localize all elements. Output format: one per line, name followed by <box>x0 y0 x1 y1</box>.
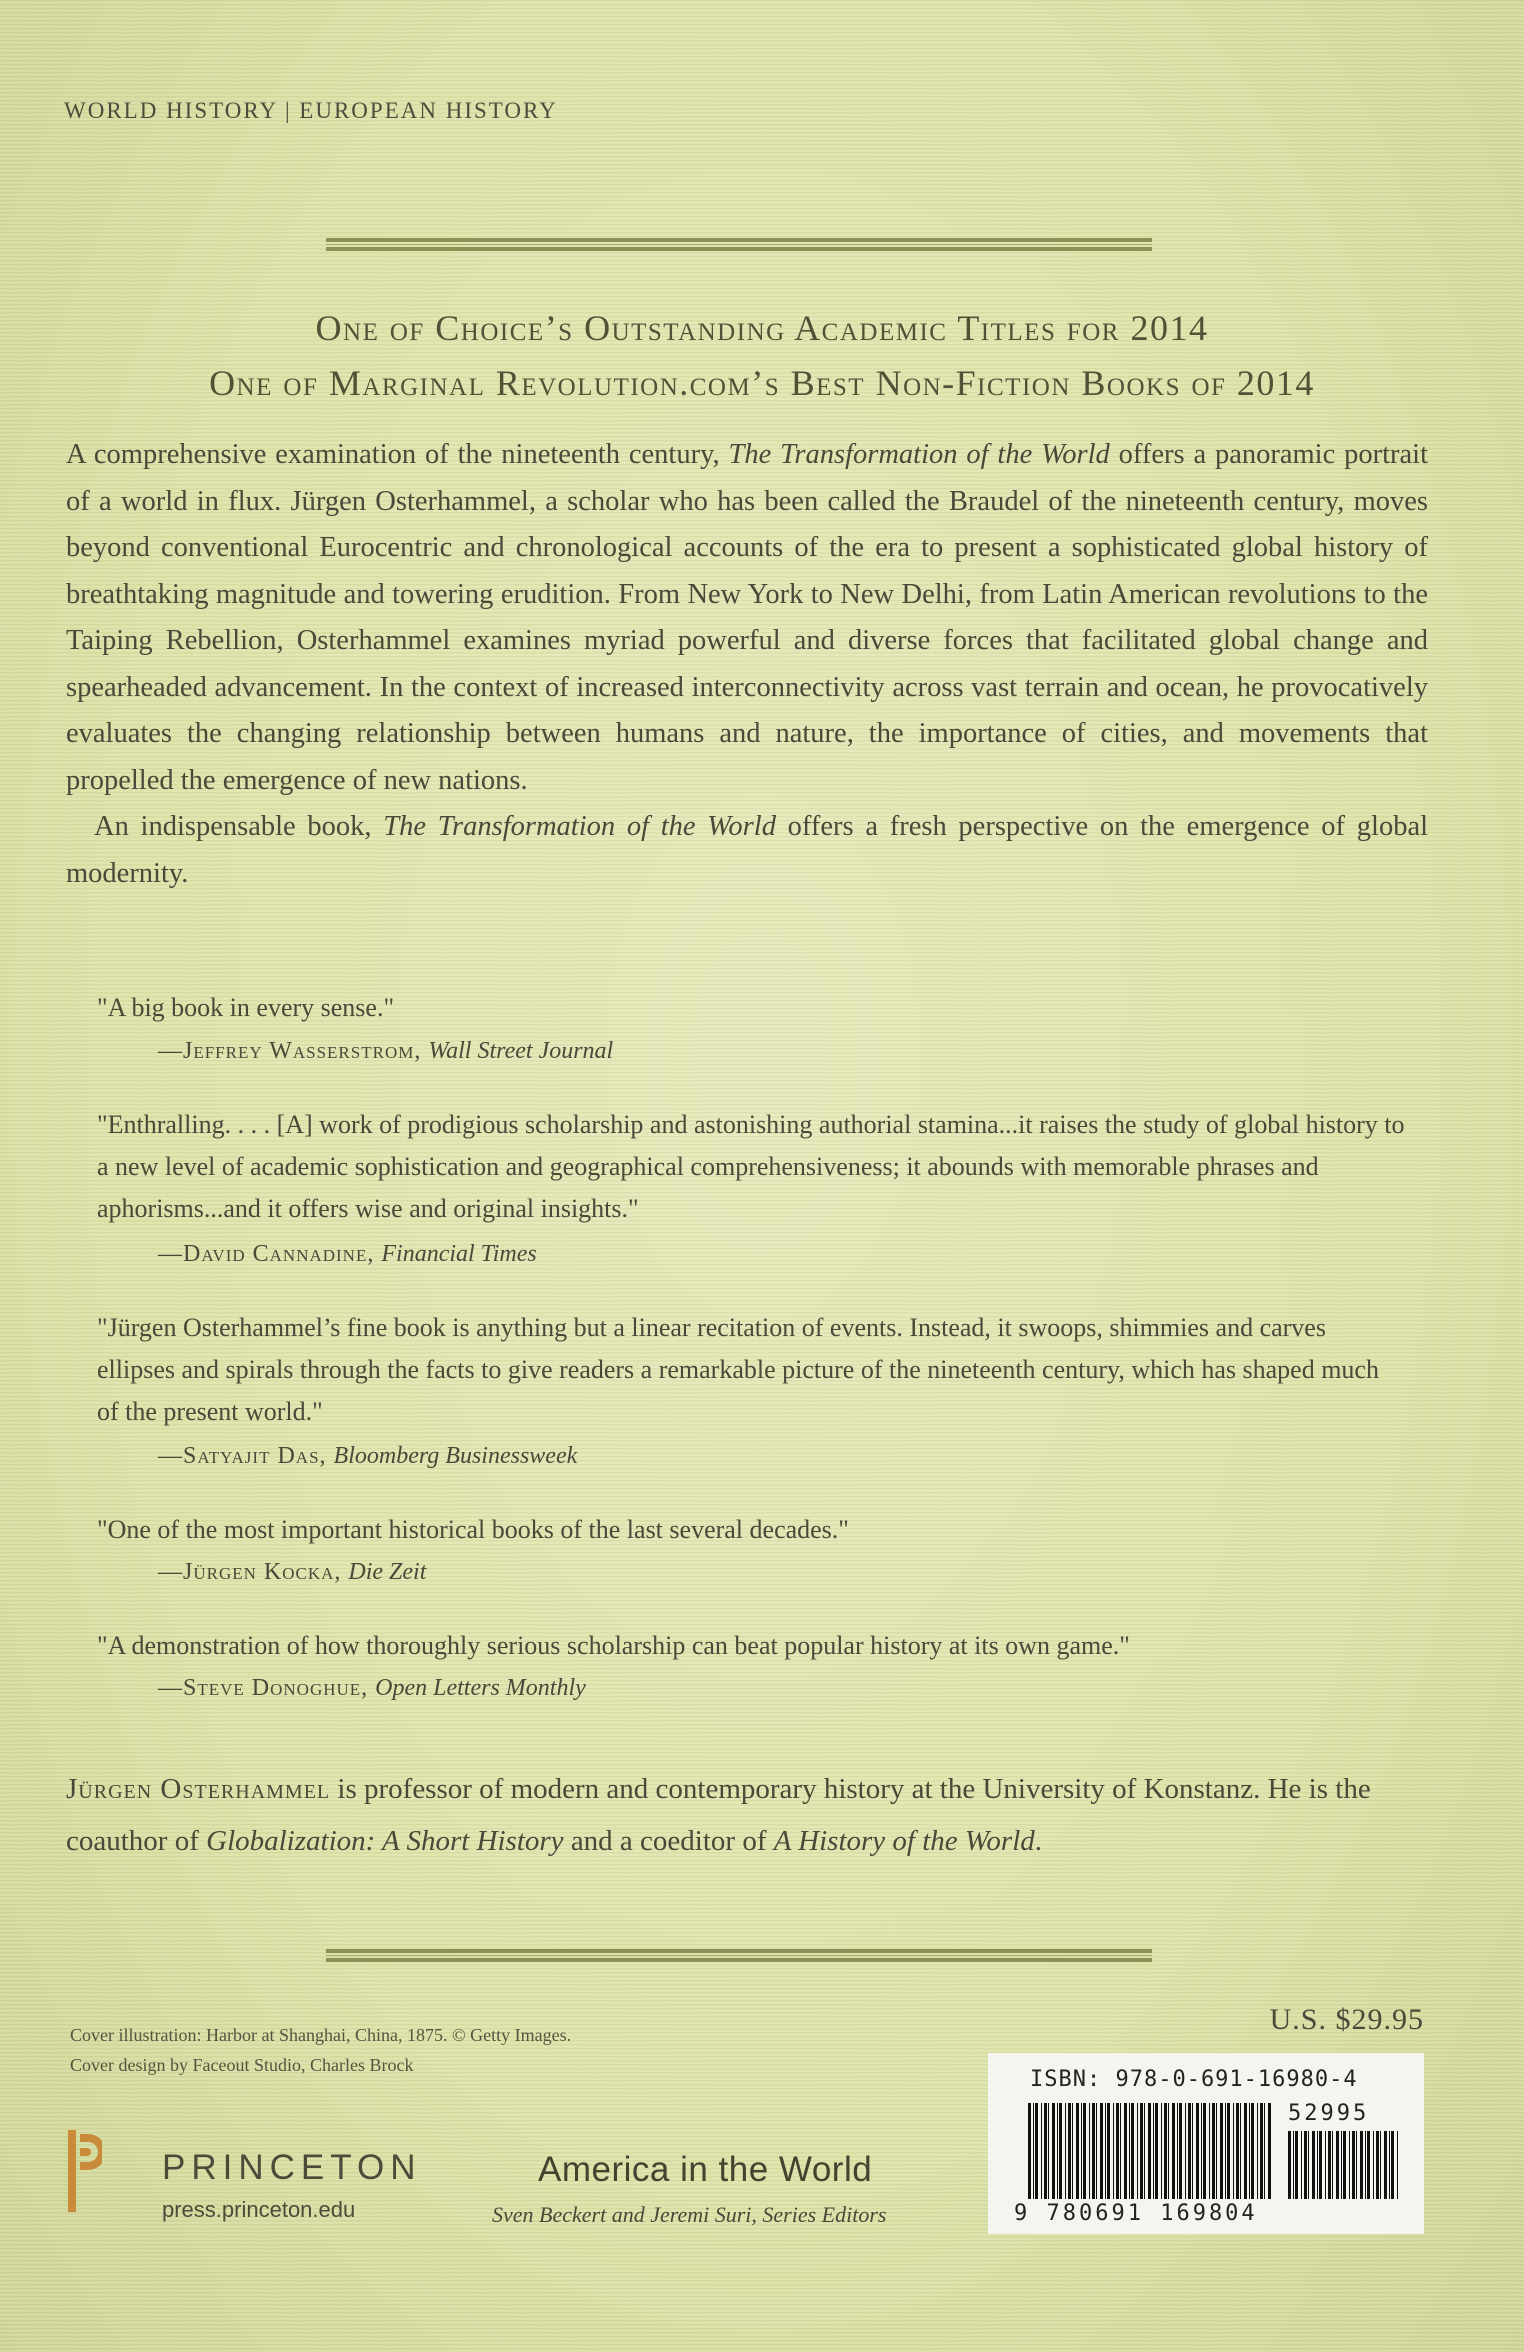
publisher-name: PRINCETON <box>162 2148 422 2187</box>
princeton-logo-icon <box>68 2130 102 2212</box>
barcode-label <box>988 2053 1424 2234</box>
design-credit: Cover design by Faceout Studio, Charles Brock <box>70 2055 414 2075</box>
isbn-barcode <box>1028 2103 1273 2199</box>
review-quote: "A big book in every sense." <box>97 993 395 1022</box>
accolade-line: One of Choice’s Outstanding Academic Titles for 2014 <box>315 308 1209 348</box>
accolade-line: One of Marginal Revolution.com’s Best Non-Fiction Books of 2014 <box>209 363 1315 403</box>
price: U.S. $29.95 <box>1269 2003 1424 2036</box>
cover-credit: Cover illustration: Harbor at Shanghai, China, 1875. © Getty Images. <box>70 2025 572 2045</box>
author-name: Jürgen Osterhammel <box>66 1773 331 1805</box>
bottom-ornamental-rule <box>326 1946 1152 1966</box>
category-label: WORLD HISTORY | EUROPEAN HISTORY <box>64 98 558 123</box>
review-quote: "Enthralling. . . . [A] work of prodigious scholarship and astonishing authorial stamina...it raises the study of global history to a new level of academic sophistication and geographical comprehensiveness; it abounds with memorable phrases and aphorisms...and it offers wise and original insights." <box>97 1110 1405 1223</box>
review-attribution: —David Cannadine, Financial Times <box>158 1241 537 1267</box>
review-attribution: —Jürgen Kocka, Die Zeit <box>158 1559 427 1585</box>
publisher-url: press.princeton.edu <box>162 2197 356 2222</box>
top-ornamental-rule <box>326 235 1152 255</box>
isbn-text: ISBN: 978-0-691-16980-4 <box>1030 2067 1358 2092</box>
book-title: The Transformation of the World <box>383 811 776 842</box>
price-code: 52995 <box>1288 2101 1370 2126</box>
series-title: America in the World <box>538 2150 873 2189</box>
review-quote: "Jürgen Osterhammel’s fine book is anything but a linear recitation of events. Instead, it swoops, shimmies and carves ellipses and spirals through the facts to give readers a remarkable picture of the nineteenth century, which has shaped much of the present world." <box>97 1313 1379 1426</box>
book-title: The Transformation of the World <box>728 439 1110 470</box>
price-barcode <box>1288 2131 1400 2199</box>
review-attribution: —Jeffrey Wasserstrom, Wall Street Journal <box>158 1038 614 1064</box>
review-attribution: —Satyajit Das, Bloomberg Businessweek <box>158 1443 578 1469</box>
author-bio: Jürgen Osterhammel is professor of modern and contemporary history at the University of Konstanz. He is the coauthor of Globalization: A Short History and a coeditor of A History of the World. <box>66 1773 1371 1857</box>
review-quote: "One of the most important historical books of the last several decades." <box>97 1515 849 1544</box>
book-description: A comprehensive examination of the nineteenth century, The Transformation of the World offers a panoramic portrait of a world in flux. Jürgen Osterhammel, a scholar who has been called the Braudel of the nineteenth century, moves beyond conventional Eurocentric and chronological accounts of the era to present a sophisticated global history of breathtaking magnitude and towering erudition. From New York to New Delhi, from Latin American revolutions to the Taiping Rebellion, Osterhammel examines myriad powerful and diverse forces that facilitated global change and spearheaded advancement. In the context of increased interconnectivity across vast terrain and ocean, he provocatively evaluates the changing relationship between humans and nature, the importance of cities, and movements that propelled the emergence of new nations. An indispensable book, The Transformation of the World offers a fresh perspective on the emergence of global modernity. <box>66 439 1429 889</box>
series-editors: Sven Beckert and Jeremi Suri, Series Editors <box>492 2202 887 2227</box>
review-attribution: —Steve Donoghue, Open Letters Monthly <box>158 1675 586 1701</box>
review-quote: "A demonstration of how thoroughly serious scholarship can beat popular history at its own game." <box>97 1631 1130 1660</box>
barcode-digits: 9 780691 169804 <box>1014 2201 1258 2226</box>
